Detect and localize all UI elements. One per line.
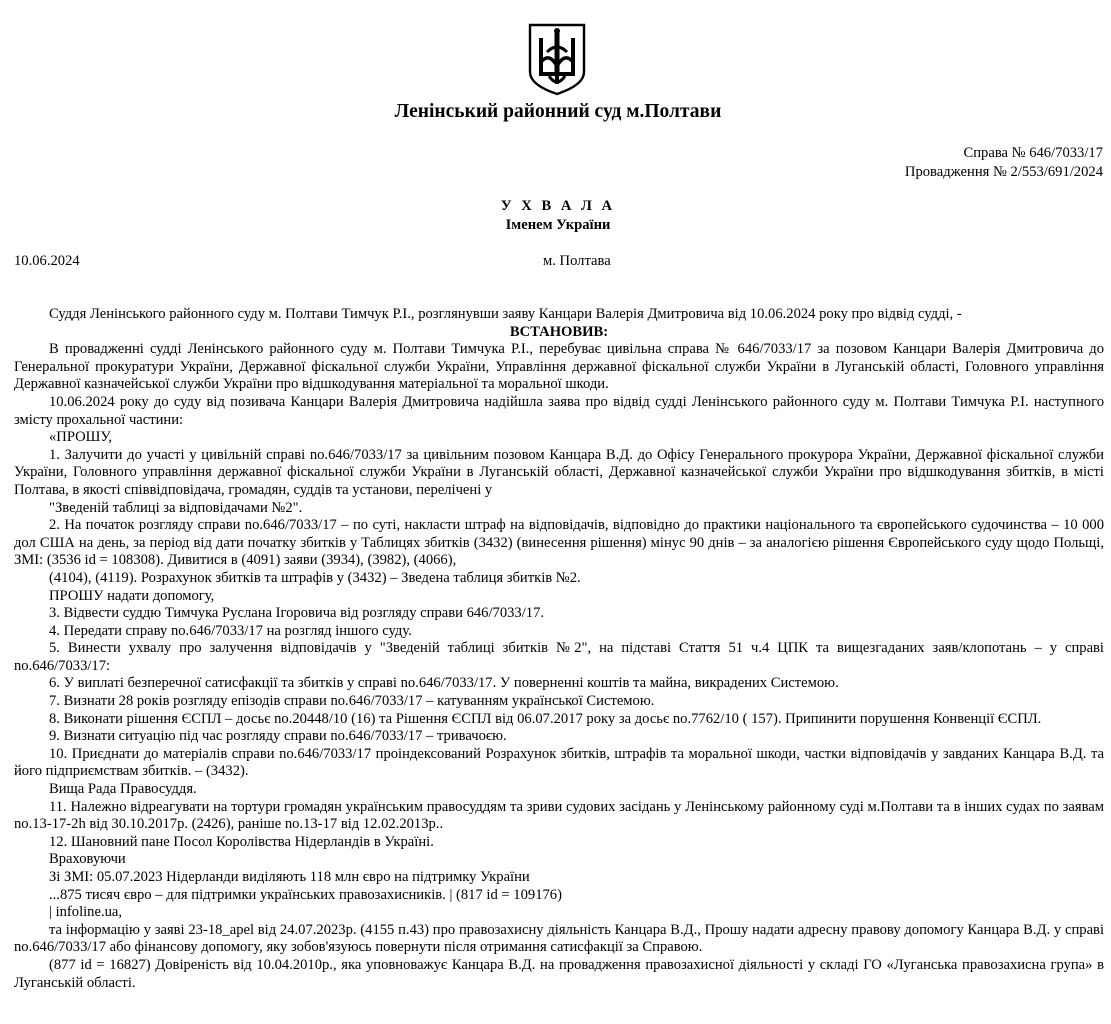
paragraph: Суддя Ленінського районного суду м. Полтави Тимчук Р.І., розглянувши заяву Канцари Валерія Дмитровича від 10.06.2024 року про відвід судді, -	[49, 306, 962, 322]
paragraph: 3. Відвести суддю Тимчука Руслана Ігоровича від розгляду справи 646/7033/17.	[49, 605, 545, 622]
paragraph: Зі ЗМІ: 05.07.2023 Нідерланди виділяють 118 млн євро на підтримку України	[49, 869, 530, 885]
paragraph: 10. Приєднати до матеріалів справи no.646/7033/17 проіндексований Розрахунок збитків, штрафів та моральної шкоди, частки відповідачів у завданих Канцара В.Д. та його підприємствам збитків. – (3432).	[14, 745, 1104, 780]
paragraph: 5. Винести ухвалу про залучення відповідачів у "Зведеній таблиці збитків №2", на підставі Стаття 51 ч.4 ЦПК та вищезгаданих заяв/клопотань – у справі no.646/7033/17:	[14, 640, 1104, 674]
paragraph: 11. Належно відреагувати на тортури громадян українським правосуддям та зриви судових засідань у Ленінському районному суді м.Полтави та в інших судах по заявам no.13-17-2h від 30.10.2017р. (2426), раніше no.13-17 від 12.02.2013р..	[14, 798, 1104, 833]
document-date: 10.06.2024	[14, 253, 80, 269]
paragraph: 7. Визнати 28 років розгляду епізодів справи no.646/7033/17 – катуванням української Системою.	[49, 693, 655, 710]
paragraph: В провадженні судді Ленінського районного суду м. Полтави Тимчука Р.І., перебуває цивільна справа № 646/7033/17 за позовом Канцари Валерія Дмитровича до Генеральної прокуратури України, Державної фіскальної служби України, Управління державної фіскальної служби України в Луганській області, Головного управління Державної казначейської служби України про відшкодування матеріальної та моральної шкоди.	[14, 341, 1104, 393]
paragraph: (4104), (4119). Розрахунок збитків та штрафів у (3432) – Зведена таблиця збитків №2.	[49, 569, 581, 586]
paragraph: 6. У виплаті безперечної сатисфакції та збитків у справі no.646/7033/17. У поверненні коштів та майна, викрадених Системою.	[49, 675, 839, 692]
paragraph: ...875 тисяч євро – для підтримки українських правозахисників. | (817 id = 109176)	[49, 886, 562, 903]
paragraph: 4. Передати справу no.646/7033/17 на розгляд іншого суду.	[49, 622, 412, 639]
document-city: м. Полтава	[543, 253, 611, 269]
document-body	[14, 306, 1104, 992]
document-title	[0, 197, 1111, 235]
paragraph: 1. Залучити до участі у цивільній справі no.646/7033/17 за цивільним позовом Канцара В.Д. до Офісу Генерального прокурора України, Державної фіскальної служби України, Головного управління державної фіскальної служби України в Луганській області, Державної казначейської служби України про відшкодування збитків, в місті Полтава, в якості співвідповідача, громадян, суддів та установи, перелічені у	[14, 446, 1104, 498]
paragraph: 9. Визнати ситуацію під час розгляду справи no.646/7033/17 – тривачоєю.	[49, 728, 507, 745]
paragraph: ПРОШУ надати допомогу,	[49, 587, 215, 604]
paragraph: 10.06.2024 року до суду від позивача Канцари Валерія Дмитровича надійшла заява про відвід судді Ленінського районного суду м. Полтави Тимчука Р.І. наступного змісту прохальної частини:	[14, 393, 1104, 428]
paragraph: 12. Шановний пане Посол Королівства Нідерландів в Україні.	[49, 833, 434, 850]
paragraph: «ПРОШУ,	[49, 429, 112, 446]
paragraph: (877 id = 16827) Довіреність від 10.04.2010р., яка уповноважує Канцара В.Д. на провадження правозахисної діяльності у складі ГО «Луганська правозахисна група» в Луганській області.	[14, 956, 1104, 991]
case-number: Справа № 646/7033/17	[963, 145, 1103, 161]
section-heading: ВСТАНОВИВ:	[509, 323, 609, 340]
trident-coat-of-arms-icon	[527, 22, 587, 96]
paragraph: Вища Рада Правосуддя.	[49, 781, 197, 798]
paragraph: та інформацію у заяві 23-18_apel від 24.07.2023р. (4155 п.43) про правозахисну діяльність Канцара В.Д., Прошу надати адресну правову допомогу Канцара В.Д. у справі no.646/7033/17 або фінансову допомогу, яку зобов'язуюсь повернути після отримання сатисфакції за Справою.	[14, 921, 1104, 956]
doc-type: У Х В А Л А	[500, 198, 616, 214]
doc-subtitle: Іменем України	[505, 217, 611, 233]
paragraph: | infoline.ua,	[49, 904, 123, 921]
paragraph: 8. Виконати рішення ЄСПЛ – досьє no.20448/10 (16) та Рішення ЄСПЛ від 06.07.2017 року за досьє no.7762/10 ( 157). Припинити порушення Конвенції ЄСПЛ.	[49, 710, 1042, 727]
paragraph: Враховуючи	[49, 851, 126, 868]
court-name: Ленінський районний суд м.Полтави	[394, 101, 722, 122]
paragraph: "Зведеній таблиці за відповідачами №2".	[49, 499, 303, 516]
case-info	[905, 144, 1103, 182]
proceeding-number: Провадження № 2/553/691/2024	[904, 164, 1103, 180]
paragraph: 2. На початок розгляду справи no.646/7033/17 – по суті, накласти штраф на відповідачів, відповідно до практики національного та європейського судочинства – 10 000 дол США на день, за період від дати початку збитків у Таблицях збитків (3432) (винесення рішення) мінус 90 днів – за аналогією рішення Європейського суду щодо Польщі, ЗМІ: (3536 id = 108308). Дивитися в (4091) заяви (3934), (3982), (4066),	[14, 517, 1104, 569]
